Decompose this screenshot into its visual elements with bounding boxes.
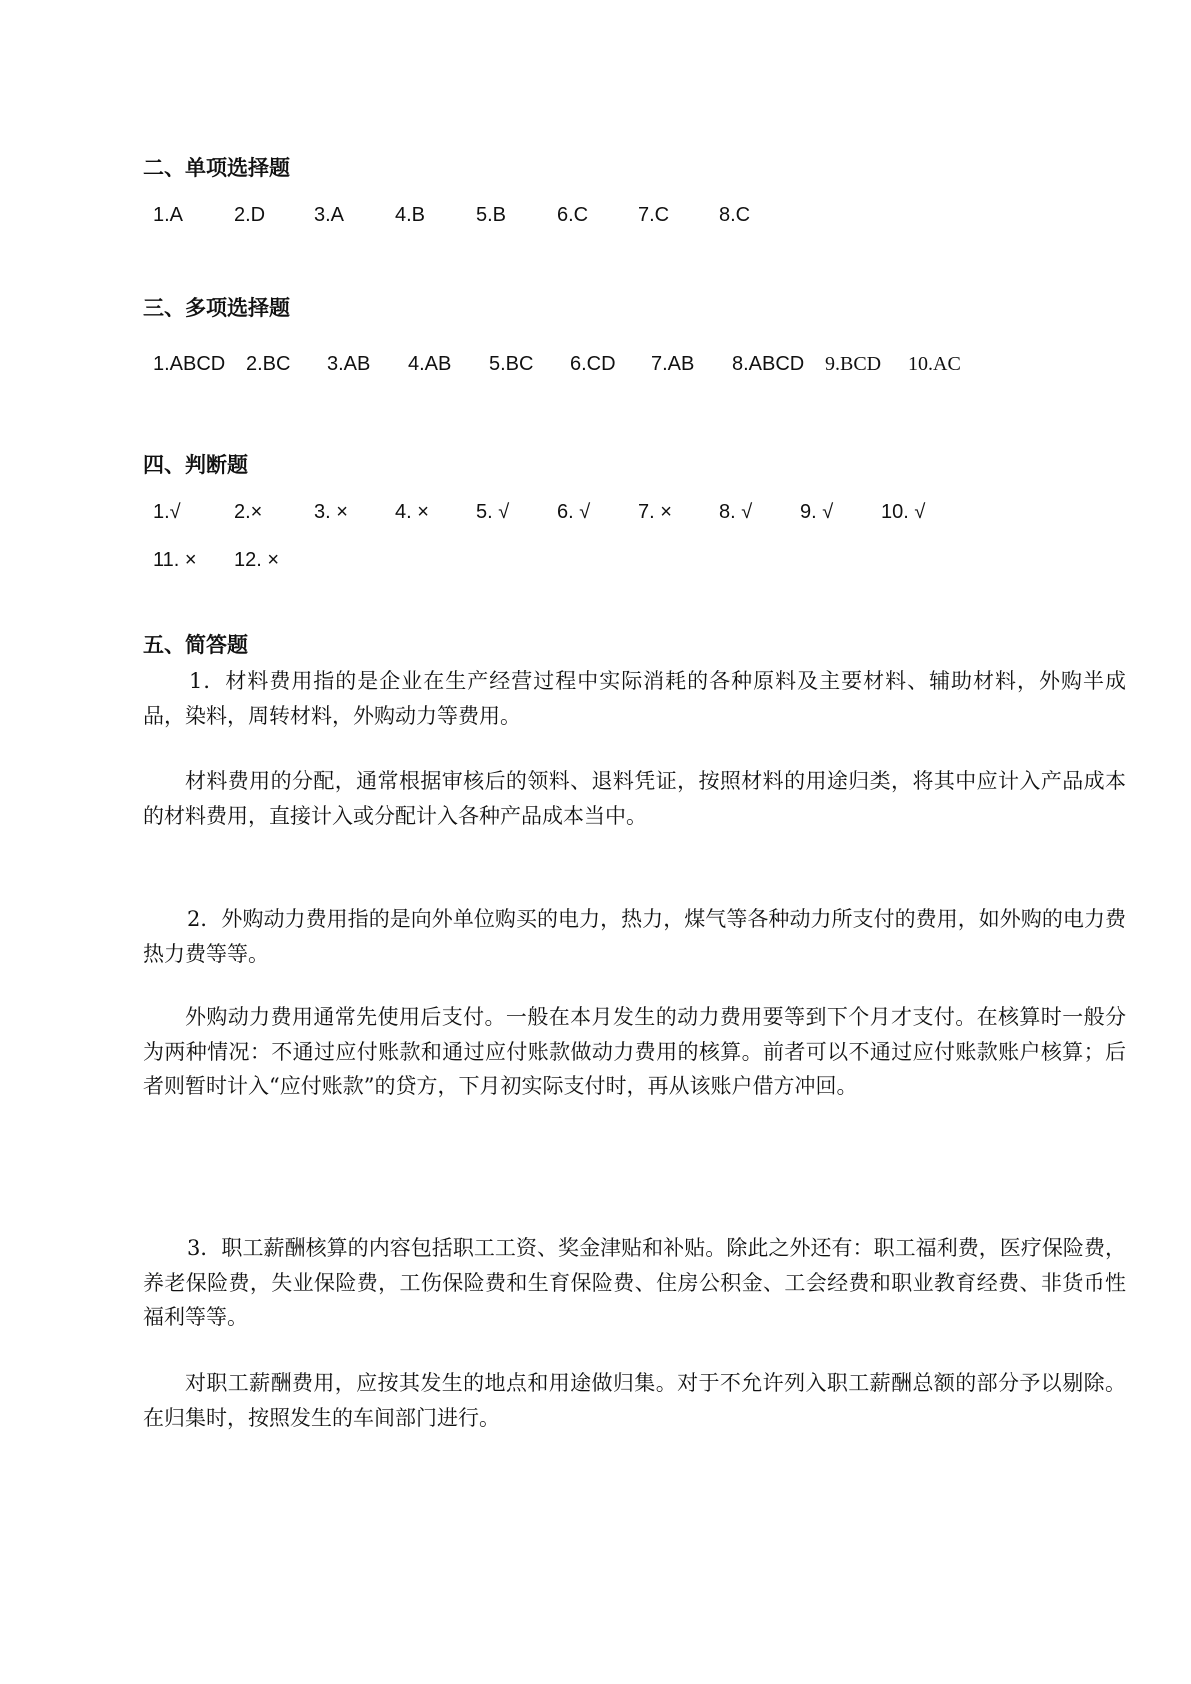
answer-item: 5.BC <box>489 353 534 375</box>
answer-item: 6.CD <box>570 353 616 375</box>
answer-item: 7.C <box>638 204 670 226</box>
answer-item: 7.AB <box>651 353 695 375</box>
answer-item: 10.AC <box>908 353 961 375</box>
answer-item: 10. √ <box>881 501 926 523</box>
answer-item: 6. √ <box>557 501 591 523</box>
answer-item: 2.D <box>234 204 266 226</box>
answer-item: 6.C <box>557 204 589 226</box>
short-answer-paragraph-6: 对职工薪酬费用，应按其发生的地点和用途做归集。对于不允许列入职工薪酬总额的部分予以剔除。在归集时，按照发生的车间部门进行。 <box>143 1371 1126 1430</box>
answer-item: 3.A <box>314 204 345 226</box>
answer-item: 3. × <box>314 501 348 523</box>
answer-item: 8. √ <box>719 501 753 523</box>
answer-item: 4.AB <box>408 353 452 375</box>
answer-item: 5.B <box>476 204 507 226</box>
multiple-choice-answers <box>0 350 1191 378</box>
short-answer-paragraph-3: 2．外购动力费用指的是向外单位购买的电力，热力，煤气等各种动力所支付的费用，如外购的电力费热力费等等。 <box>143 907 1126 966</box>
multiple-choice-heading: 三、多项选择题 <box>143 296 290 320</box>
true-false-answers-row-1 <box>0 498 1191 526</box>
answer-item: 11. × <box>153 549 197 571</box>
answer-item: 4.B <box>395 204 426 226</box>
answer-item: 4. × <box>395 501 429 523</box>
short-answer-paragraph-2: 材料费用的分配，通常根据审核后的领料、退料凭证，按照材料的用途归类，将其中应计入产品成本的材料费用，直接计入或分配计入各种产品成本当中。 <box>143 769 1126 828</box>
answer-item: 9.BCD <box>825 353 882 375</box>
answer-item: 1.A <box>153 204 184 226</box>
single-choice-answers <box>0 201 1191 229</box>
answer-item: 8.ABCD <box>732 353 805 375</box>
single-choice-heading: 二、单项选择题 <box>143 156 290 180</box>
answer-item: 2.× <box>234 501 263 523</box>
true-false-answers-row-2 <box>0 546 1191 574</box>
answer-item: 1.√ <box>153 501 181 523</box>
answer-item: 8.C <box>719 204 751 226</box>
short-answer-paragraph-5: 3．职工薪酬核算的内容包括职工工资、奖金津贴和补贴。除此之外还有：职工福利费，医疗保险费，养老保险费，失业保险费，工伤保险费和生育保险费、住房公积金、工会经费和职业教育经费、非货币性福利等等。 <box>143 1236 1126 1329</box>
answer-item: 2.BC <box>246 353 291 375</box>
true-false-heading: 四、判断题 <box>143 453 248 477</box>
short-answer-paragraph-4: 外购动力费用通常先使用后支付。一般在本月发生的动力费用要等到下个月才支付。在核算时一般分为两种情况：不通过应付账款和通过应付账款做动力费用的核算。前者可以不通过应付账款账户核算；后者则暂时计入“应付账款”的贷方，下月初实际支付时，再从该账户借方冲回。 <box>143 1005 1126 1098</box>
answer-item: 7. × <box>638 501 672 523</box>
answer-item: 5. √ <box>476 501 510 523</box>
answer-item: 12. × <box>234 549 280 571</box>
answer-item: 9. √ <box>800 501 834 523</box>
answer-item: 1.ABCD <box>153 353 226 375</box>
short-answer-paragraph-1: 1．材料费用指的是企业在生产经营过程中实际消耗的各种原料及主要材料、辅助材料，外购半成品，染料，周转材料，外购动力等费用。 <box>143 669 1126 728</box>
answer-item: 3.AB <box>327 353 371 375</box>
short-answer-heading: 五、简答题 <box>143 633 248 657</box>
